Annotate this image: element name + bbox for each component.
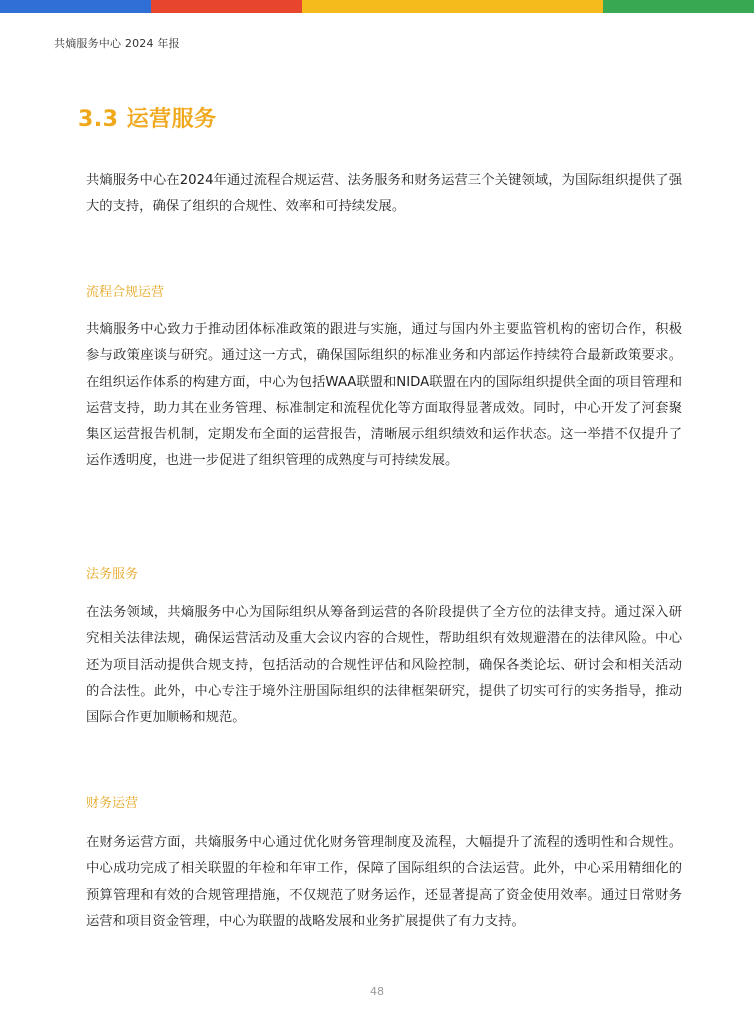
top-color-bar bbox=[0, 0, 754, 13]
color-bar-red-segment bbox=[151, 0, 302, 13]
intro-paragraph: 共熵服务中心在2024年通过流程合规运营、法务服务和财务运营三个关键领域，为国际组织提供了强大的支持，确保了组织的合规性、效率和可持续发展。 bbox=[86, 173, 682, 215]
subsection-body-finance-operations: 在财务运营方面，共熵服务中心通过优化财务管理制度及流程，大幅提升了流程的透明性和合规性。中心成功完成了相关联盟的年检和年审工作，保障了国际组织的合法运营。此外，中心采用精细化的预算管理和有效的合规管理措施，不仅规范了财务运作，还显著提高了资金使用效率。通过日常财务运营和项目资金管理，中心为联盟的战略发展和业务扩展提供了有力支持。 bbox=[86, 835, 682, 929]
color-bar-blue-segment bbox=[0, 0, 151, 13]
running-header: 共熵服务中心 2024 年报 bbox=[54, 37, 180, 50]
subsection-heading-finance-operations: 财务运营 bbox=[86, 796, 139, 811]
subsection-heading-process-compliance: 流程合规运营 bbox=[86, 285, 165, 300]
section-title: 3.3 运营服务 bbox=[78, 107, 217, 132]
color-bar-yellow-segment bbox=[302, 0, 603, 13]
color-bar-green-segment bbox=[603, 0, 754, 13]
subsection-heading-legal-services: 法务服务 bbox=[86, 567, 139, 582]
subsection-body-process-compliance: 共熵服务中心致力于推动团体标准政策的跟进与实施，通过与国内外主要监管机构的密切合作，积极参与政策座谈与研究。通过这一方式，确保国际组织的标准业务和内部运作持续符合最新政策要求。在组织运作体系的构建方面，中心为包括WAA联盟和NIDA联盟在内的国际组织提供全面的项目管理和运营支持，助力其在业务管理、标准制定和流程优化等方面取得显著成效。同时，中心开发了河套聚集区运营报告机制，定期发布全面的运营报告，清晰展示组织绩效和运作状态。这一举措不仅提升了运作透明度，也进一步促进了组织管理的成熟度与可持续发展。 bbox=[86, 322, 682, 469]
subsection-body-legal-services: 在法务领域，共熵服务中心为国际组织从筹备到运营的各阶段提供了全方位的法律支持。通过深入研究相关法律法规，确保运营活动及重大会议内容的合规性，帮助组织有效规避潜在的法律风险。中心还为项目活动提供合规支持，包括活动的合规性评估和风险控制，确保各类论坛、研讨会和相关活动的合法性。此外，中心专注于境外注册国际组织的法律框架研究，提供了切实可行的实务指导，推动国际合作更加顺畅和规范。 bbox=[86, 605, 682, 726]
page-number: 48 bbox=[370, 985, 384, 998]
